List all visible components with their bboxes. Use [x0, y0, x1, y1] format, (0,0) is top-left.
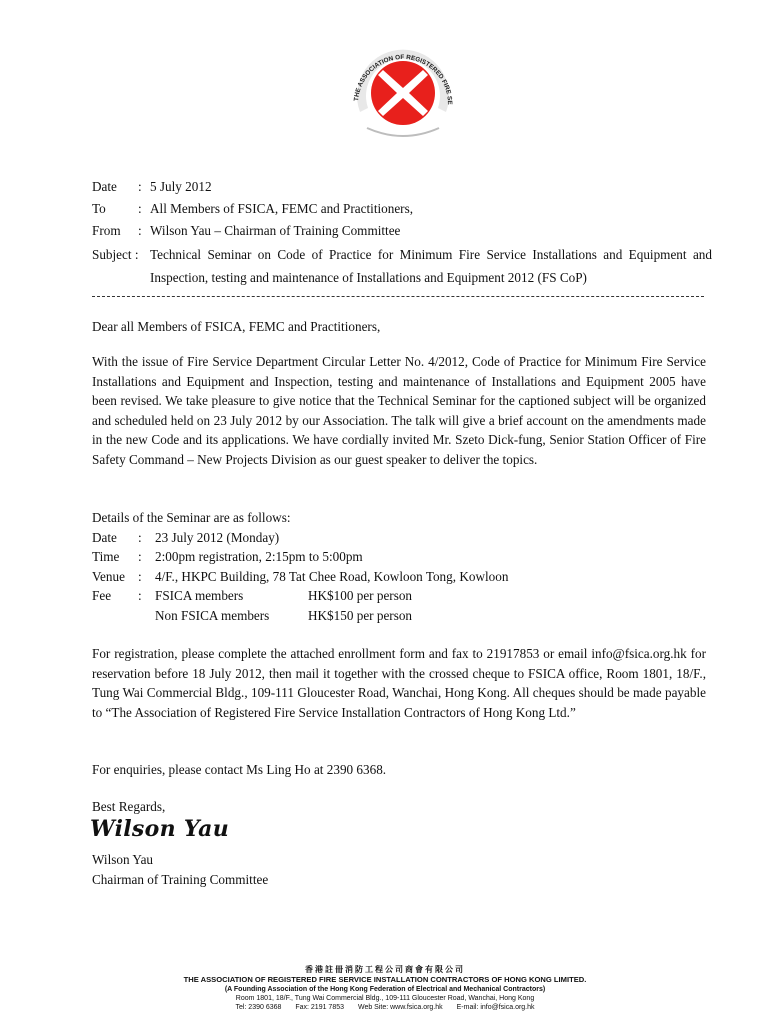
details-colon: : [138, 588, 142, 603]
memo-subject-row [92, 243, 712, 289]
memo-from-row [92, 222, 712, 244]
memo-colon: : [138, 223, 142, 238]
memo-date-row [92, 178, 712, 200]
details-venue-value: 4/F., HKPC Building, 78 Tat Chee Road, Kowloon Tong, Kowloon [155, 568, 509, 584]
paragraph-intro: With the issue of Fire Service Department Circular Letter No. 4/2012, Code of Practice for Minimum Fire Service Installations and Equipment and Inspection, testing and maintenance of Installations and Equipment 2005 have been revised. We take pleasure to give notice that the Technical Seminar for the captioned subject will be organized and scheduled held on 23 July 2012 by our Association. The talk will give a brief account on the amendments made in the new Code and its applications. We have cordially invited Mr. Szeto Dick-fung, Senior Station Officer of Fire Safety Command – New Projects Division as our guest speaker to deliver the topics. [92, 354, 706, 467]
memo-to-row [92, 200, 712, 222]
details-date-label: Date [92, 529, 117, 545]
memo-colon: : [138, 179, 142, 194]
logo-arc-text: THE ASSOCIATION OF REGISTERED FIRE SE [353, 53, 454, 105]
details-fee-label: Fee [92, 588, 112, 603]
seminar-details [92, 508, 706, 625]
footer-web: Web Site: www.fsica.org.hk [357, 1004, 443, 1011]
details-date-row [92, 528, 706, 548]
details-date-value: 23 July 2012 (Monday) [155, 529, 280, 545]
details-colon: : [138, 568, 142, 584]
footer-chinese-name: 香港註冊消防工程公司商會有限公司 [305, 965, 465, 974]
details-fee-row [92, 586, 706, 606]
details-venue-label: Venue [92, 568, 125, 584]
fee-member-price: HK$100 per person [308, 588, 413, 603]
details-colon: : [138, 529, 142, 545]
signer-block [92, 850, 268, 889]
dashed-divider [92, 296, 704, 297]
details-time-label: Time [92, 549, 120, 564]
memo-from-label: From [92, 223, 121, 238]
details-intro: Details of the Seminar are as follows: [92, 510, 291, 525]
footer-email: E-mail: info@fsica.org.hk [456, 1004, 535, 1011]
footer-fax: Fax: 2191 7853 [295, 1004, 345, 1011]
memo-date-label: Date [92, 179, 117, 194]
memo-date-value: 5 July 2012 [150, 179, 212, 194]
memo-to-label: To [92, 201, 106, 216]
salutation: Dear all Members of FSICA, FEMC and Practitioners, [92, 319, 381, 334]
details-colon: : [138, 549, 142, 564]
memo-header [92, 178, 712, 289]
signer-title: Chairman of Training Committee [92, 871, 269, 887]
details-time-value: 2:00pm registration, 2:15pm to 5:00pm [155, 549, 363, 564]
footer-address: Room 1801, 18/F., Tung Wai Commercial Bldg., 109-111 Gloucester Road, Wanchai, Hong Kong [235, 995, 535, 1002]
footer-contacts [0, 1003, 770, 1012]
footer-english-name: THE ASSOCIATION OF REGISTERED FIRE SERVICE INSTALLATION CONTRACTORS OF HONG KONG LIMITED. [183, 975, 587, 984]
details-time-row [92, 547, 706, 567]
paragraph-enquiries: For enquiries, please contact Ms Ling Ho at 2390 6368. [92, 762, 387, 777]
paragraph-registration: For registration, please complete the attached enrollment form and fax to 21917853 or email info@fsica.org.hk for reservation before 18 July 2012, then mail it together with the crossed cheque to FSICA office, Room 1801, 18/F., Tung Wai Commercial Bldg., 109-111 Gloucester Road, Wanchai, Hong Kong. All cheques should be made payable to “The Association of Registered Fire Service Installation Contractors of Hong Kong Ltd.” [92, 646, 706, 720]
letterhead-footer [0, 965, 770, 1012]
fee-nonmember-name: Non FSICA members [155, 607, 270, 623]
details-fee-row-2 [92, 606, 706, 626]
memo-subject-label: Subject : [92, 247, 139, 262]
fee-nonmember-price: HK$150 per person [308, 607, 413, 623]
footer-tel: Tel: 2390 6368 [235, 1004, 282, 1011]
fee-member-name: FSICA members [155, 588, 244, 603]
memo-subject-value: Technical Seminar on Code of Practice for Minimum Fire Service Installations and Equipment and Inspection, testing and maintenance of Installations and Equipment 2012 (FS CoP) [150, 247, 712, 285]
footer-subtitle: (A Founding Association of the Hong Kong Federation of Electrical and Mechanical Contractors) [224, 986, 546, 993]
signature: Wilson Yau [90, 816, 229, 842]
association-logo [342, 38, 464, 144]
memo-colon: : [138, 201, 142, 216]
memo-to-value: All Members of FSICA, FEMC and Practitioners, [150, 201, 414, 216]
signer-name: Wilson Yau [92, 852, 154, 867]
memo-from-value: Wilson Yau – Chairman of Training Committee [150, 223, 401, 238]
closing: Best Regards, [92, 799, 166, 814]
details-venue-row [92, 567, 706, 587]
